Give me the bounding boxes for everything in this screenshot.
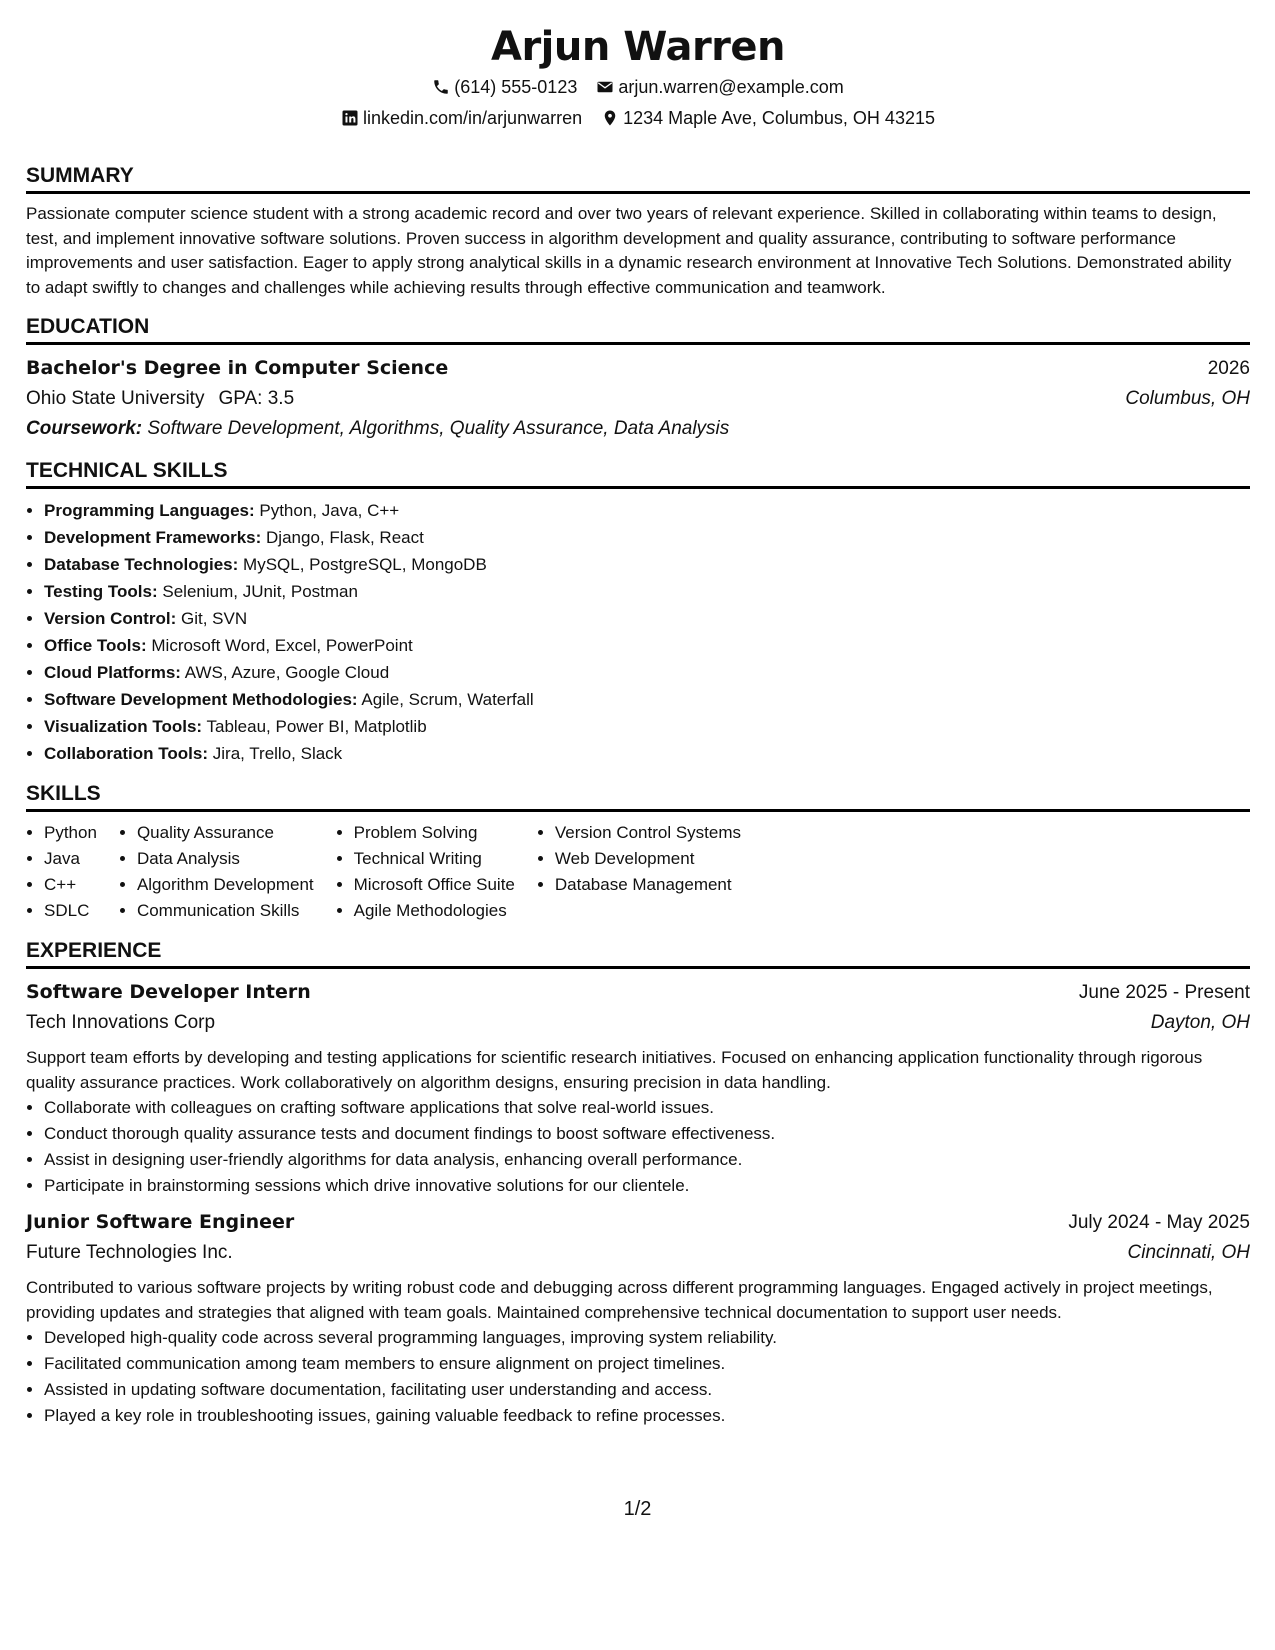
job-description: Contributed to various software projects by writing robust code and debugging across different programming languages. Engaged actively in project meetings, providing updates and strategies that aligned with team goals. Maintained comprehensive technical documentation to support user needs. bbox=[26, 1278, 1213, 1322]
list-item bbox=[44, 686, 1250, 713]
address-text: 1234 Maple Ave, Columbus, OH 43215 bbox=[623, 108, 935, 128]
contact-email bbox=[596, 76, 843, 98]
contact-phone bbox=[432, 76, 577, 98]
gpa: GPA: 3.5 bbox=[218, 388, 295, 409]
linkedin-text[interactable]: linkedin.com/in/arjunwarren bbox=[363, 108, 583, 128]
job-bullets bbox=[26, 1095, 1250, 1199]
list-item: • Technical Writing bbox=[354, 846, 515, 872]
degree-title: Bachelor's Degree in Computer Science bbox=[26, 357, 449, 379]
list-item: • Quality Assurance bbox=[137, 820, 314, 846]
list-item: • Database Management bbox=[555, 872, 741, 898]
section-title-technical-skills: TECHNICAL SKILLS bbox=[26, 458, 1250, 489]
skills-column bbox=[336, 820, 515, 924]
list-item: • Participate in brainstorming sessions which drive innovative solutions for our clientele. bbox=[44, 1173, 1250, 1199]
list-item: • Played a key role in troubleshooting issues, gaining valuable feedback to refine processes. bbox=[44, 1403, 1250, 1429]
envelope-icon bbox=[596, 78, 614, 96]
job-header-row bbox=[26, 977, 1250, 1008]
technical-skills-list bbox=[26, 497, 1250, 767]
list-item: • Assisted in updating software documentation, facilitating user understanding and access. bbox=[44, 1377, 1250, 1403]
summary-text: Passionate computer science student with a strong academic record and over two years of relevant experience. Skilled in collaborating within teams to design, test, and implement innovative software solutions. Proven success in algorithm development and quality assurance, contributing to software performance improvements and user satisfaction. Eager to apply strong analytical skills in a dynamic research environment at Innovative Tech Solutions. Demonstrated ability to adapt swiftly to changes and challenges while achieving results through effective communication and teamwork. bbox=[26, 204, 1232, 297]
graduation-year: 2026 bbox=[1207, 358, 1250, 379]
list-item: • Python bbox=[44, 820, 97, 846]
tech-skill-label: Testing Tools: bbox=[44, 582, 158, 601]
section-title-summary: SUMMARY bbox=[26, 163, 1250, 194]
phone-text[interactable]: (614) 555-0123 bbox=[454, 77, 578, 97]
tech-skill-label: Database Technologies: bbox=[44, 555, 239, 574]
resume-page bbox=[26, 0, 1250, 1429]
job-bullets bbox=[26, 1325, 1250, 1429]
list-item: • Version Control Systems bbox=[555, 820, 741, 846]
tech-skill-label: Cloud Platforms: bbox=[44, 663, 181, 682]
tech-skill-value: AWS, Azure, Google Cloud bbox=[184, 663, 390, 682]
section-title-skills: SKILLS bbox=[26, 781, 1250, 812]
experience-entry bbox=[26, 977, 1250, 1199]
job-role: Junior Software Engineer bbox=[26, 1211, 295, 1233]
phone-icon bbox=[432, 78, 450, 96]
list-item bbox=[44, 740, 1250, 767]
tech-skill-value: Python, Java, C++ bbox=[259, 501, 400, 520]
list-item: • Algorithm Development bbox=[137, 872, 314, 898]
job-company-row bbox=[26, 1008, 1250, 1038]
tech-skill-value: MySQL, PostgreSQL, MongoDB bbox=[243, 555, 487, 574]
education-header-row bbox=[26, 353, 1250, 384]
list-item bbox=[44, 605, 1250, 632]
job-company: Future Technologies Inc. bbox=[26, 1242, 233, 1263]
list-item: • C++ bbox=[44, 872, 97, 898]
tech-skill-label: Programming Languages: bbox=[44, 501, 255, 520]
page-number: 1/2 bbox=[623, 1498, 652, 1520]
list-item: • Communication Skills bbox=[137, 898, 314, 924]
job-header-row bbox=[26, 1207, 1250, 1238]
skills-grid bbox=[26, 820, 1250, 924]
experience-entry bbox=[26, 1207, 1250, 1429]
tech-skill-value: Git, SVN bbox=[180, 609, 248, 628]
list-item bbox=[44, 578, 1250, 605]
list-item: • Facilitated communication among team members to ensure alignment on project timelines. bbox=[44, 1351, 1250, 1377]
list-item bbox=[44, 497, 1250, 524]
skills-column bbox=[537, 820, 741, 924]
school-info bbox=[26, 384, 294, 414]
tech-skill-value: Agile, Scrum, Waterfall bbox=[361, 690, 534, 709]
list-item bbox=[44, 551, 1250, 578]
list-item: • Agile Methodologies bbox=[354, 898, 515, 924]
list-item: • Data Analysis bbox=[137, 846, 314, 872]
contact-line-primary bbox=[26, 76, 1250, 98]
job-company-row bbox=[26, 1238, 1250, 1268]
list-item: • Collaborate with colleagues on crafting software applications that solve real-world issues. bbox=[44, 1095, 1250, 1121]
tech-skill-label: Collaboration Tools: bbox=[44, 744, 209, 763]
coursework bbox=[26, 414, 1250, 444]
candidate-name: Arjun Warren bbox=[490, 24, 786, 70]
list-item bbox=[44, 632, 1250, 659]
list-item bbox=[44, 659, 1250, 686]
job-dates: July 2024 - May 2025 bbox=[1068, 1212, 1250, 1233]
coursework-label: Coursework: bbox=[26, 418, 143, 439]
tech-skill-value: Django, Flask, React bbox=[266, 528, 424, 547]
tech-skill-label: Development Frameworks: bbox=[44, 528, 262, 547]
school-name: Ohio State University bbox=[26, 388, 205, 409]
list-item: • Developed high-quality code across several programming languages, improving system reliability. bbox=[44, 1325, 1250, 1351]
tech-skill-label: Software Development Methodologies: bbox=[44, 690, 358, 709]
list-item: • Conduct thorough quality assurance tests and document findings to boost software effectiveness. bbox=[44, 1121, 1250, 1147]
job-role: Software Developer Intern bbox=[26, 981, 311, 1003]
job-description: Support team efforts by developing and testing applications for scientific research initiatives. Focused on enhancing application functionality through rigorous quality assurance practices. Work collaboratively on algorithm designs, ensuring precision in data handling. bbox=[26, 1048, 1203, 1092]
job-dates: June 2025 - Present bbox=[1078, 982, 1250, 1003]
contact-linkedin bbox=[341, 107, 582, 129]
tech-skill-value: Selenium, JUnit, Postman bbox=[162, 582, 358, 601]
job-location: Dayton, OH bbox=[1150, 1012, 1250, 1033]
tech-skill-value: Jira, Trello, Slack bbox=[212, 744, 343, 763]
tech-skill-label: Visualization Tools: bbox=[44, 717, 203, 736]
list-item: • Web Development bbox=[555, 846, 741, 872]
tech-skill-label: Version Control: bbox=[44, 609, 177, 628]
list-item: • Problem Solving bbox=[354, 820, 515, 846]
list-item: • Assist in designing user-friendly algorithms for data analysis, enhancing overall performance. bbox=[44, 1147, 1250, 1173]
list-item bbox=[44, 713, 1250, 740]
contact-address bbox=[601, 107, 935, 129]
education-school-row bbox=[26, 384, 1250, 414]
section-title-experience: EXPERIENCE bbox=[26, 938, 1250, 969]
contact-line-secondary bbox=[26, 107, 1250, 129]
tech-skill-label: Office Tools: bbox=[44, 636, 147, 655]
school-location: Columbus, OH bbox=[1125, 388, 1250, 409]
email-text[interactable]: arjun.warren@example.com bbox=[618, 77, 844, 97]
job-location: Cincinnati, OH bbox=[1127, 1242, 1250, 1263]
job-company: Tech Innovations Corp bbox=[26, 1012, 216, 1033]
list-item bbox=[44, 524, 1250, 551]
tech-skill-value: Tableau, Power BI, Matplotlib bbox=[206, 717, 427, 736]
linkedin-icon bbox=[341, 109, 359, 127]
list-item: • SDLC bbox=[44, 898, 97, 924]
skills-column bbox=[26, 820, 97, 924]
coursework-list: Software Development, Algorithms, Quality Assurance, Data Analysis bbox=[147, 418, 730, 439]
section-title-education: EDUCATION bbox=[26, 314, 1250, 345]
list-item: • Microsoft Office Suite bbox=[354, 872, 515, 898]
skills-column bbox=[119, 820, 314, 924]
map-pin-icon bbox=[601, 109, 619, 127]
list-item: • Java bbox=[44, 846, 97, 872]
tech-skill-value: Microsoft Word, Excel, PowerPoint bbox=[151, 636, 413, 655]
